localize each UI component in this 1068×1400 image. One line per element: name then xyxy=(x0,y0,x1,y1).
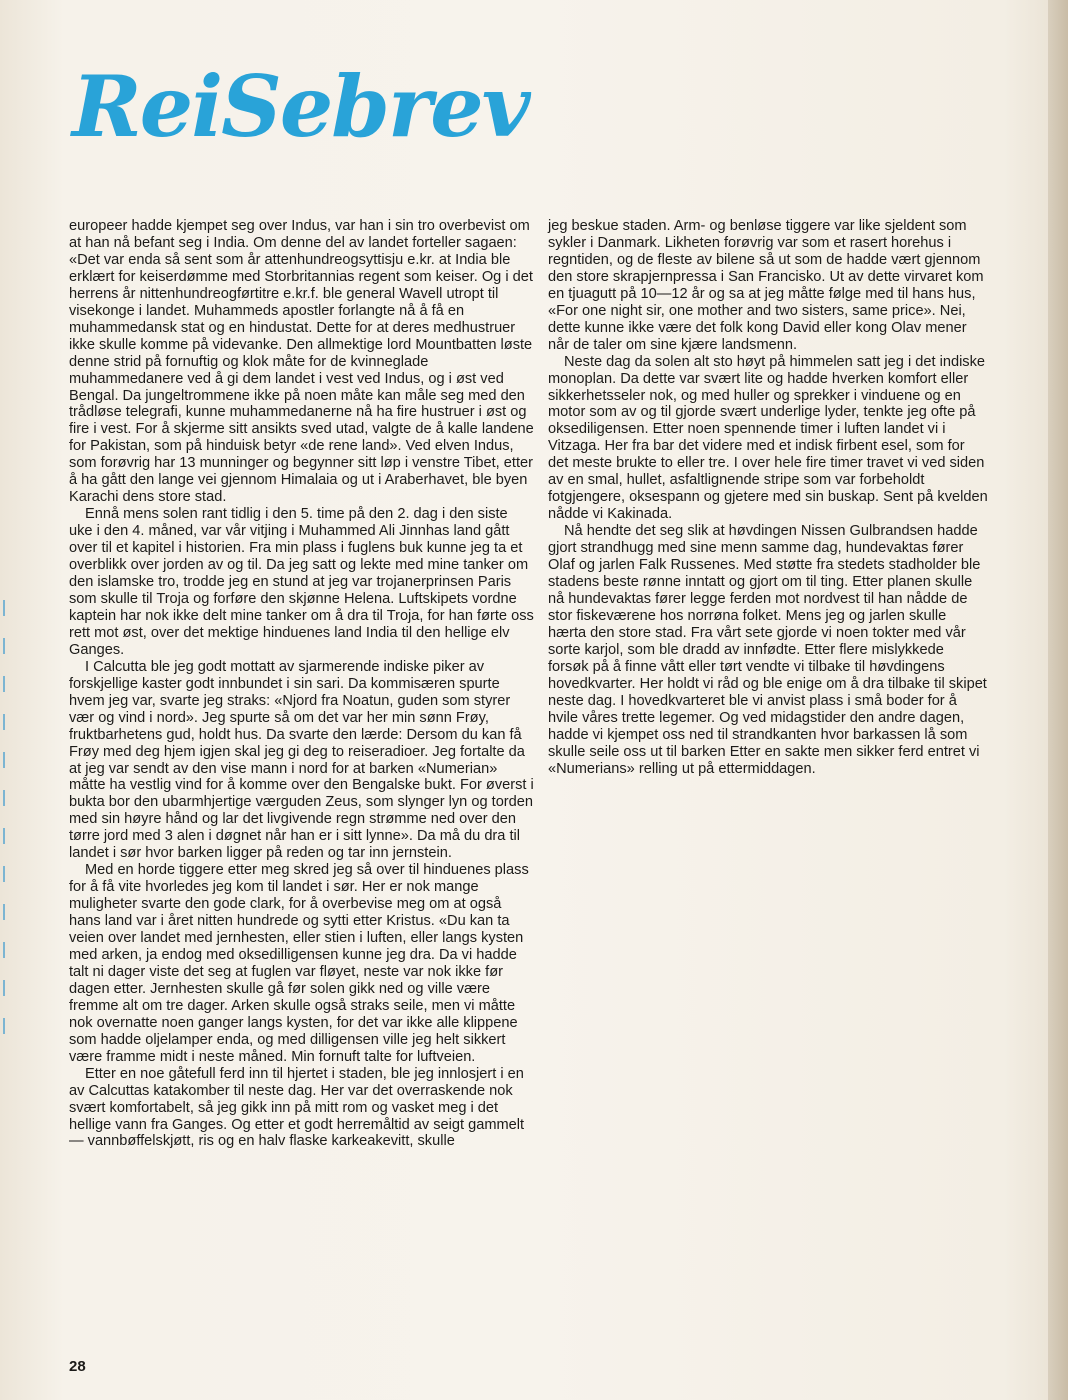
article-column-right xyxy=(548,218,988,777)
article-paragraph: Ennå mens solen rant tidlig i den 5. time på den 2. dag i den siste uke i den 4. måned, var vår vitjing i Muhammed Ali Jinnhas land gått over til et kapitel i historien. Fra min plass i fuglens buk kunne jeg ta et overblikk over jorden av og til. Da jeg satt og lekte med mine tanker om den islamske tro, trodde jeg en stund at jeg var trojanerprinsen Paris som skulle til Troja og forføre den skjønne Helena. Luftskipets vordne kaptein har nok ikke delt mine tanker om å dra til Troja, for han førte oss rett mot øst, over det mektige hinduenes land India til den hellige elv Ganges. xyxy=(69,506,534,658)
article-paragraph: I Calcutta ble jeg godt mottatt av sjarmerende indiske piker av forskjellige kaster godt innbundet i sin sari. Da kommisæren spurte hvem jeg var, svarte jeg straks: «Njord fra Noatun, guden som styrer vær og vind i nord». Jeg spurte så om det var her min sønn Frøy, fruktbarhetens gud, holdt hus. Da svarte den lærde: Dersom du kan få Frøy med deg hjem igjen skal jeg gi deg to reiseradioer. Jeg fortalte da at jeg var sendt av den vise mann i nord for at barken «Numerian» måtte ha vestlig vind for å komme over den Bengalske bukt. For øverst i bukta bor den ubarmhjertige værguden Zeus, som slynger lyn og torden med sin høyre hånd og lar det livgivende regn strømme ned over den tørre jord med 3 alen i døgnet når han er i sitt lynne». Da må du dra til landet i sør hvor barken ligger på reden og tar inn jernstein. xyxy=(69,658,534,862)
article-paragraph: Nå hendte det seg slik at høvdingen Nissen Gulbrandsen hadde gjort strandhugg med sine menn samme dag, hundevaktas fører Olaf og jarlen Falk Russenes. Med støtte fra stedets stadholder ble stadens beste rønne inntatt og gjort om til ting. Etter planen skulle nå hundevaktas fører legge ferden mot nordvest til han nådde de stor fiskeværene hos norrøna folket. Mens jeg og jarlen skulle hærta den store stad. Fra vårt sete gjorde vi noen tokter med vår sorte karjol, som ble dradd av innfødte. Etter flere mislykkede forsøk på å finne vått eller tørt vendte vi tilbake til høvdingens hovedkvarter. Her holdt vi råd og ble enige om å dra tilbake til skipet neste dag. I hovedkvarteret ble vi anvist plass i små boder for å hvile våres trette legemer. Og ved midagstider den andre dagen, hadde vi kjempet oss ned til strandkanten hvor barkassen lå som skulle seile oss ut til barken Etter en sakte men sikker ferd entret vi «Numerians» relling ut på ettermiddagen. xyxy=(548,523,987,777)
page-gutter xyxy=(1048,0,1068,1400)
article-paragraph: Med en horde tiggere etter meg skred jeg så over til hinduenes plass for å få vite hvorledes jeg kom til landet i sør. Her er nok mange muligheter svarte den gode clark, for å overbevise meg om at også hans land var i året nitten hundrede og sytti etter Kristus. «Du kan ta veien over landet med jernhesten, eller stien i luften, eller langs kysten med arken, ja endog med oksedilligensen kunne jeg dra. Da vi hadde talt ni dager viste det seg at fuglen var fløyet, neste var nok ikke før dagen etter. Jernhesten skulle gå før solen gikk ned og ville være fremme alt om tre dager. Arken skulle også straks seile, men vi måtte nok overnatte noen ganger langs kysten, for det var ikke alle klippene som hadde oljelamper enda, og med dilligensen ville jeg helt sikkert være framme midt i neste måned. Min fornuft talte for luftveien. xyxy=(69,862,529,1065)
edge-mark xyxy=(3,904,5,920)
edge-mark xyxy=(3,638,5,654)
edge-mark xyxy=(3,600,5,616)
edge-mark xyxy=(3,866,5,882)
article-paragraph: Etter en noe gåtefull ferd inn til hjertet i staden, ble jeg innlosjert i en av Calcuttas katakomber til neste dag. Her var det overraskende nok svært komfortabelt, så jeg gikk inn på mitt rom og vasket meg i det hellige vann fra Ganges. Og etter et godt herremåltid av seigt gammelt — vannbøffelskjøtt, ris og en halv flaske karkeakevitt, skulle xyxy=(69,1065,525,1150)
edge-mark xyxy=(3,790,5,806)
edge-mark xyxy=(3,1018,5,1034)
edge-mark xyxy=(3,714,5,730)
article-paragraph: jeg beskue staden. Arm- og benløse tiggere var like sjeldent som sykler i Danmark. Likheten forøvrig var som et rasert horehus i regntiden, og de fleste av bilene så ut som de hadde vært gjennom den store skrapjernpressa i San Francisko. Ut av dette virvaret kom en tjuagutt på 10—12 år og sa at jeg måtte følge med til hans hus, «For one night sir, one mother and two sisters, same price». Nei, dette kunne ikke være det folk kong David eller kong Olav mener når de taler om sine kjære landsmenn. xyxy=(548,218,984,353)
article-column-left xyxy=(69,218,535,1150)
page-title: ReiSebrev xyxy=(72,57,529,156)
article-paragraph: Neste dag da solen alt sto høyt på himmelen satt jeg i det indiske monoplan. Da dette var svært lite og hadde hverken komfort eller sikkerhetsseler nok, og med huller og sprekker i vinduene og en motor som av og til gjorde svært underlige lyder, tenkte jeg ofte på oksediligensen. Etter noen spennende timer i luften landet vi i Vitzaga. Her fra bar det videre med et indisk firbent esel, som for det meste brukte to eller tre. I over hele fire timer travet vi ved siden av en smal, hullet, asfaltlignende stripe som var forbeholdt fotgjengere, oksespann og gjetere med sin buskap. Sent på kvelden nådde vi Kakinada. xyxy=(548,353,988,523)
edge-mark xyxy=(3,676,5,692)
edge-mark xyxy=(3,942,5,958)
edge-marks xyxy=(0,600,10,1100)
edge-mark xyxy=(3,828,5,844)
edge-mark xyxy=(3,752,5,768)
article-paragraph: europeer hadde kjempet seg over Indus, var han i sin tro overbevist om at han nå befant seg i India. Om denne del av landet forteller sagaen: «Det var enda så sent som år attenhundreogsyttisju e.kr. at India ble erklært for keiserdømme med Storbritannias regent som keiser. Og i det herrens år nittenhundreogførtitre e.kr.f. ble general Wavell utropt til visekonge i landet. Muhammeds apostler forlangte nå å få en muhammedansk stat og en hindustat. Dette for at deres medhustruer ikke skulle komme på videvanke. Den allmektige lord Mountbatten løste denne strid på fornuftig og klok måte for de kvinneglade muhammedanere ved å gi dem landet i vest ved Indus, og i øst ved Bengal. Da jungeltrommene ikke på noen måte kan måle seg med den trådløse telegrafi, kunne muhammedanerne nå ha fire hustruer i øst og fire i vest. For å skjerme sitt ansikts sved utad, valgte de å kalle landene for Pakistan, som på hinduisk betyr «de rene land». Ved elven Indus, som forøvrig har 13 munninger og begynner sitt løp i venstre Tibet, etter å ha gått den lange vei gjennom Himalaia og ut i Araberhavet, ble byen Karachi dens store stad. xyxy=(69,218,534,506)
page-number: 28 xyxy=(69,1358,86,1375)
edge-mark xyxy=(3,980,5,996)
